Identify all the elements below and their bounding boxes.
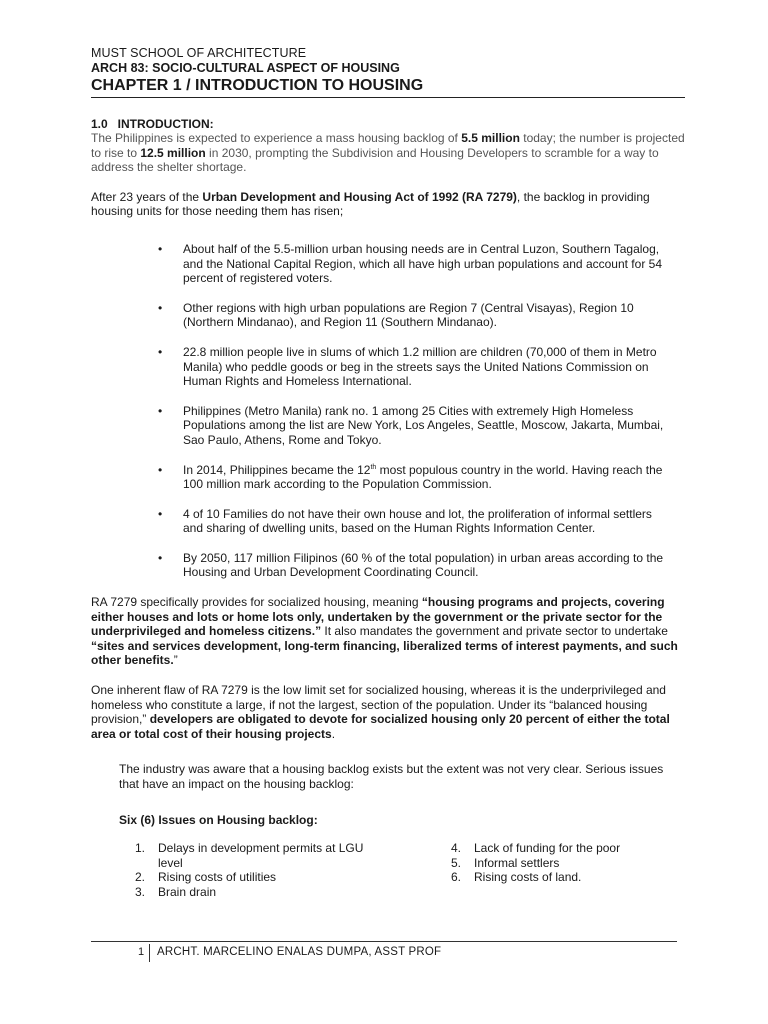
- issues-list: [91, 841, 685, 901]
- page-number: 1: [138, 946, 145, 958]
- footer-author: ARCHT. MARCELINO ENALAS DUMPA, ASST PROF: [157, 946, 442, 958]
- page-footer: [91, 941, 677, 958]
- section-title: 1.0 INTRODUCTION:: [91, 117, 214, 131]
- school-name: MUST SCHOOL OF ARCHITECTURE: [91, 46, 307, 60]
- list-item: • In 2014, Philippines became the 12th most populous country in the world. Having reach the 100 million mark according to the Population Commission.: [158, 462, 663, 492]
- bullet-icon: •: [158, 506, 163, 521]
- bullet-icon: •: [158, 344, 163, 359]
- ra-7279-paragraph: RA 7279 specifically provides for socialized housing, meaning “housing programs and projects, covering either houses and lots or home lots only, undertaken by the government or the private sector for the underprivileged and homeless citizens.” It also mandates the government and private sector to undertake “sites and services development, long-term financing, liberalized terms of interest payments, and such other benefits.”: [91, 595, 678, 668]
- list-item: • Other regions with high urban populations are Region 7 (Central Visayas), Region 10 (Northern Mindanao), and Region 11 (Southern Mindanao).: [158, 300, 634, 330]
- backlog-paragraph: After 23 years of the Urban Development and Housing Act of 1992 (RA 7279), the backlog in providing housing units for those needing them has risen;: [91, 189, 650, 219]
- bullet-icon: •: [158, 403, 163, 418]
- list-item: • By 2050, 117 million Filipinos (60 % of the total population) in urban areas according to the Housing and Urban Development Coordinating Council.: [158, 550, 664, 580]
- bullet-icon: •: [158, 300, 163, 315]
- list-item: 4. Lack of funding for the poor: [451, 841, 621, 856]
- list-item: • Philippines (Metro Manila) rank no. 1 among 25 Cities with extremely High Homeless Populations among the list are New York, Los Angeles, Seattle, Moscow, Jakarta, Mumbai, Sao Paulo, Athens, Rome and Tokyo.: [158, 403, 664, 447]
- list-item: • About half of the 5.5-million urban housing needs are in Central Luzon, Southern Tagalog, and the National Capital Region, which all have high urban populations and account for 54 percent of registered voters.: [158, 241, 662, 286]
- list-item: 2. Rising costs of utilities: [135, 870, 277, 885]
- list-item: 3. Brain drain: [135, 884, 217, 899]
- bullet-icon: •: [158, 550, 163, 565]
- issues-column-right: [451, 841, 681, 885]
- issues-column-left: [135, 841, 365, 899]
- list-item: • 4 of 10 Families do not have their own house and lot, the proliferation of informal settlers and sharing of dwelling units, based on the Human Rights Information Center.: [158, 506, 652, 536]
- chapter-title: CHAPTER 1 / INTRODUCTION TO HOUSING: [91, 76, 685, 98]
- footer-divider: [149, 944, 150, 962]
- intro-paragraph: The Philippines is expected to experience a mass housing backlog of 5.5 million today; the number is projected to rise to 12.5 million in 2030, prompting the Subdivision and Housing Developers to scramble for a way to address the shelter shortage.: [91, 131, 685, 175]
- list-item: • 22.8 million people live in slums of which 1.2 million are children (70,000 of them in Metro Manila) who peddle goods or beg in the streets says the United Nations Commission on Human Rights and Homeless International.: [158, 344, 657, 389]
- backlog-bullet-list: [91, 242, 685, 580]
- issues-title: Six (6) Issues on Housing backlog:: [119, 812, 318, 827]
- bullet-icon: •: [158, 241, 163, 256]
- bullet-icon: •: [158, 462, 163, 477]
- document-page: [91, 46, 685, 901]
- industry-paragraph: The industry was aware that a housing backlog exists but the extent was not very clear. Serious issues that have an impact on the housing backlog:: [119, 762, 664, 791]
- list-item: 5. Informal settlers: [451, 855, 560, 870]
- flaw-paragraph: One inherent flaw of RA 7279 is the low limit set for socialized housing, whereas it is the underprivileged and homeless who constitute a large, if not the largest, section of the population. Under its “balanced housing provision,” developers are obligated to devote for socialized housing only 20 percent of either the total area or total cost of their housing projects.: [91, 683, 670, 741]
- list-item: 6. Rising costs of land.: [451, 870, 582, 885]
- course-title: ARCH 83: SOCIO-CULTURAL ASPECT OF HOUSING: [91, 61, 400, 75]
- list-item: 1. Delays in development permits at LGU level: [135, 841, 364, 870]
